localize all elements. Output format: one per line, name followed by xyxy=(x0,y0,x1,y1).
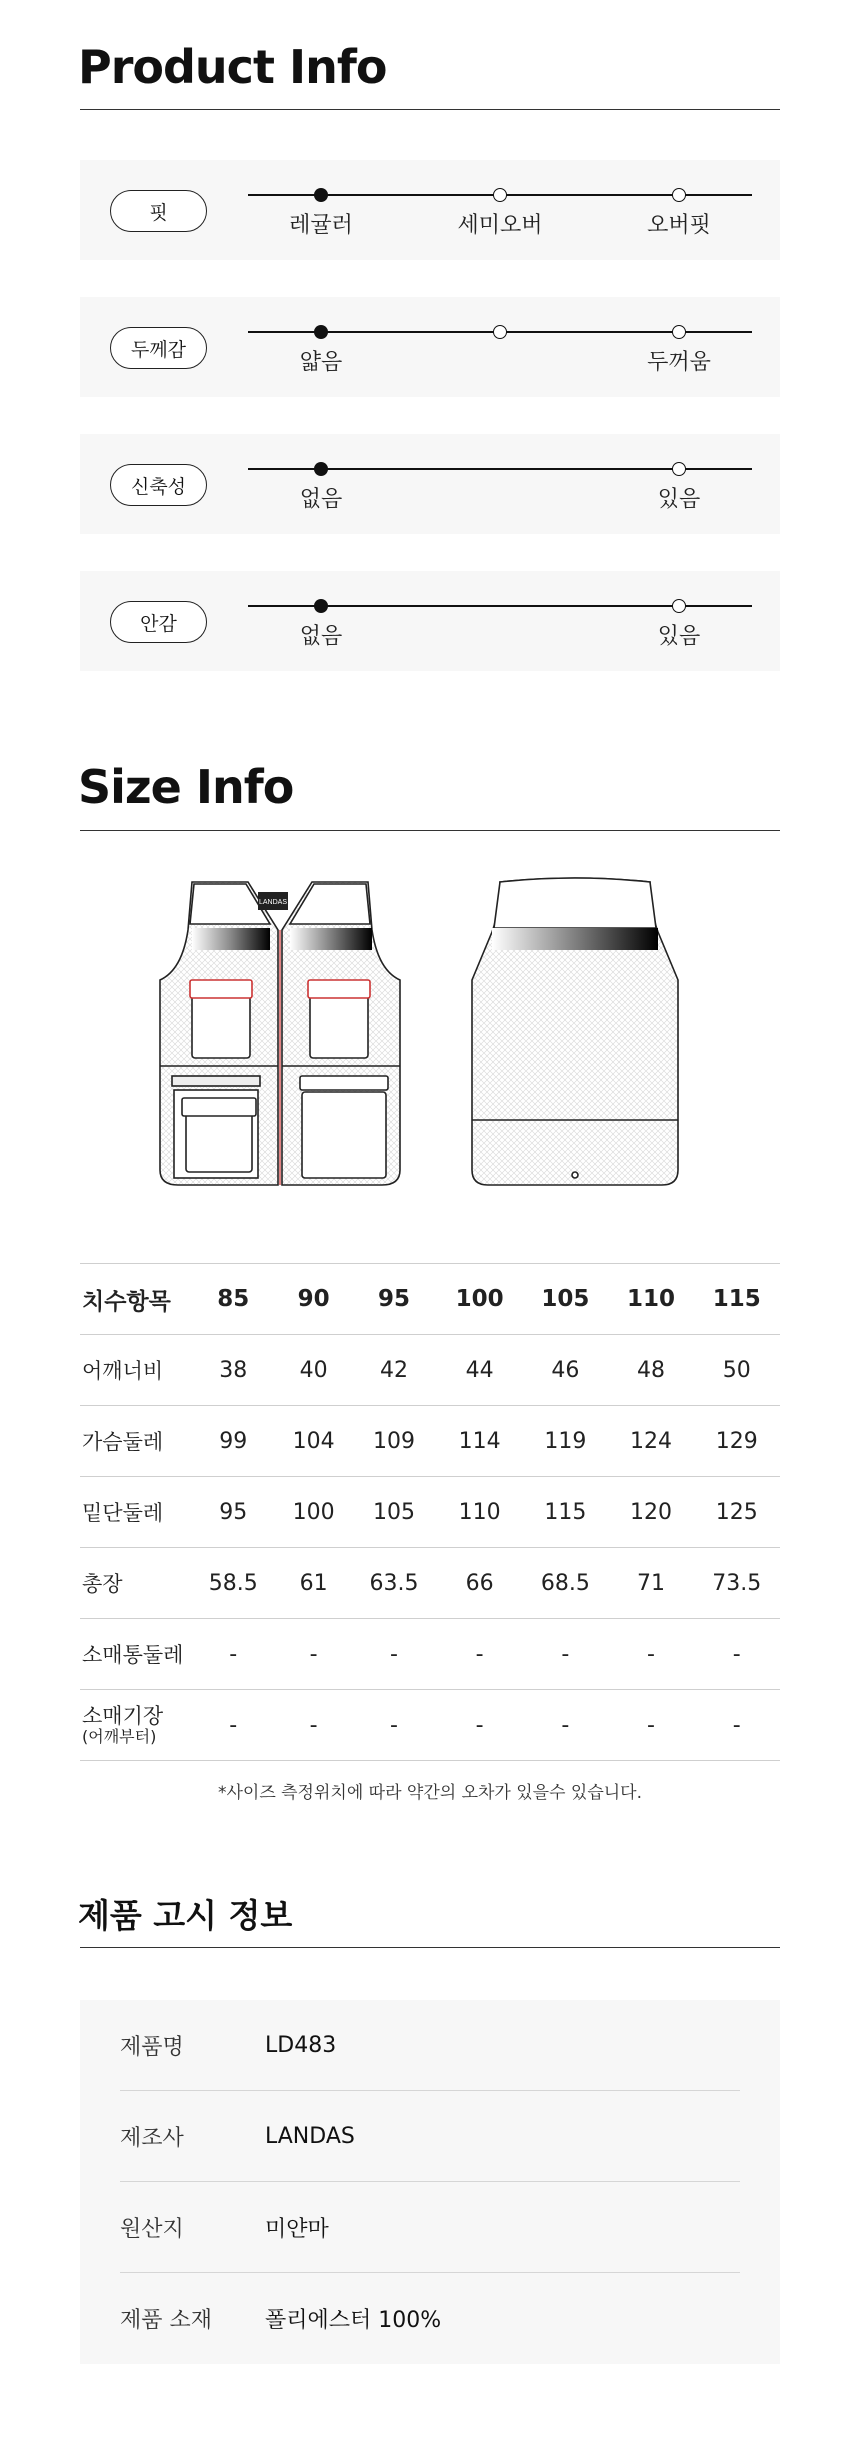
table-cell: 63.5 xyxy=(351,1548,438,1619)
table-header-label: 치수항목 xyxy=(80,1264,190,1335)
table-header-row xyxy=(80,1264,780,1335)
table-cell: 99 xyxy=(190,1406,277,1477)
size-header: 100 xyxy=(437,1264,522,1335)
table-cell: 38 xyxy=(190,1335,277,1406)
vest-illustration xyxy=(130,870,740,1200)
table-cell: 110 xyxy=(437,1477,522,1548)
table-cell: 46 xyxy=(522,1335,609,1406)
size-table xyxy=(80,1263,780,1761)
size-header: 85 xyxy=(190,1264,277,1335)
notice-row xyxy=(120,2273,740,2364)
size-header: 115 xyxy=(693,1264,780,1335)
row-label: 밑단둘레 xyxy=(80,1477,190,1548)
attribute-label: 안감 xyxy=(110,601,207,643)
table-row xyxy=(80,1690,780,1761)
attribute-label: 두께감 xyxy=(110,327,207,369)
size-info-rule xyxy=(80,830,780,831)
table-cell: - xyxy=(522,1690,609,1761)
table-cell: 95 xyxy=(190,1477,277,1548)
table-cell: - xyxy=(609,1690,694,1761)
option-dot-selected xyxy=(314,188,328,202)
table-cell: 50 xyxy=(693,1335,780,1406)
notice-value: LANDAS xyxy=(265,2123,355,2149)
table-cell: 48 xyxy=(609,1335,694,1406)
option-label: 있음 xyxy=(657,487,701,512)
attribute-label: 신축성 xyxy=(110,464,207,506)
table-cell: 120 xyxy=(609,1477,694,1548)
table-cell: 44 xyxy=(437,1335,522,1406)
table-cell: 115 xyxy=(522,1477,609,1548)
size-note: *사이즈 측정위치에 따라 약간의 오차가 있을수 있습니다. xyxy=(217,1783,643,1803)
size-header: 95 xyxy=(351,1264,438,1335)
table-cell: - xyxy=(277,1619,351,1690)
table-cell: 68.5 xyxy=(522,1548,609,1619)
notice-row xyxy=(120,2182,740,2273)
table-cell: - xyxy=(351,1690,438,1761)
vest-back-icon xyxy=(472,878,678,1185)
table-cell: 40 xyxy=(277,1335,351,1406)
table-row xyxy=(80,1335,780,1406)
option-dot xyxy=(493,325,507,339)
option-label: 있음 xyxy=(657,624,701,649)
size-info-title: Size Info xyxy=(78,760,294,814)
attribute-card-fit xyxy=(80,160,780,260)
row-label: 가슴둘레 xyxy=(80,1406,190,1477)
option-dot-selected xyxy=(314,462,328,476)
size-header: 90 xyxy=(277,1264,351,1335)
table-cell: 125 xyxy=(693,1477,780,1548)
notice-value: 폴리에스터 100% xyxy=(265,2308,442,2333)
table-cell: 119 xyxy=(522,1406,609,1477)
option-label: 두꺼움 xyxy=(647,350,711,375)
table-cell: 71 xyxy=(609,1548,694,1619)
table-row xyxy=(80,1548,780,1619)
product-info-rule xyxy=(80,109,780,110)
notice-key: 제품명 xyxy=(120,2034,184,2060)
notice-row xyxy=(120,2000,740,2091)
vest-front-icon xyxy=(160,882,400,1185)
row-label: 어깨너비 xyxy=(80,1335,190,1406)
attribute-label: 핏 xyxy=(110,190,207,232)
table-cell: 66 xyxy=(437,1548,522,1619)
notice-rule xyxy=(80,1947,780,1948)
option-label: 레귤러 xyxy=(289,213,353,238)
option-dot-selected xyxy=(314,599,328,613)
size-header: 105 xyxy=(522,1264,609,1335)
option-dot xyxy=(672,599,686,613)
table-cell: - xyxy=(437,1619,522,1690)
attribute-card-thickness xyxy=(80,297,780,397)
notice-key: 제품 소재 xyxy=(120,2308,213,2333)
table-cell: 109 xyxy=(351,1406,438,1477)
table-cell: 61 xyxy=(277,1548,351,1619)
notice-box xyxy=(80,2000,780,2364)
table-cell: 105 xyxy=(351,1477,438,1548)
option-dot xyxy=(672,325,686,339)
option-label: 없음 xyxy=(299,624,343,649)
product-info-title: Product Info xyxy=(78,40,387,94)
notice-title: 제품 고시 정보 xyxy=(78,1896,293,1935)
attribute-card-stretch xyxy=(80,434,780,534)
notice-value: LD483 xyxy=(265,2032,337,2058)
row-label: 총장 xyxy=(80,1548,190,1619)
table-cell: 58.5 xyxy=(190,1548,277,1619)
notice-key: 원산지 xyxy=(120,2216,184,2242)
notice-key: 제조사 xyxy=(120,2125,184,2151)
option-dot-selected xyxy=(314,325,328,339)
table-cell: 100 xyxy=(277,1477,351,1548)
table-cell: - xyxy=(437,1690,522,1761)
size-header: 110 xyxy=(609,1264,694,1335)
option-label: 오버핏 xyxy=(647,213,711,238)
table-cell: 129 xyxy=(693,1406,780,1477)
table-cell: - xyxy=(522,1619,609,1690)
table-cell: - xyxy=(693,1619,780,1690)
table-cell: - xyxy=(190,1690,277,1761)
option-dot xyxy=(672,462,686,476)
table-cell: - xyxy=(277,1690,351,1761)
table-row xyxy=(80,1619,780,1690)
row-label-sub: (어깨부터) xyxy=(82,1727,157,1746)
table-cell: 104 xyxy=(277,1406,351,1477)
option-dot xyxy=(672,188,686,202)
table-cell: 73.5 xyxy=(693,1548,780,1619)
attribute-card-lining xyxy=(80,571,780,671)
table-row xyxy=(80,1406,780,1477)
table-cell: 124 xyxy=(609,1406,694,1477)
option-label: 얇음 xyxy=(299,350,343,375)
table-cell: - xyxy=(609,1619,694,1690)
notice-value: 미얀마 xyxy=(265,2216,329,2242)
table-row xyxy=(80,1477,780,1548)
row-label xyxy=(80,1690,190,1761)
table-cell: 42 xyxy=(351,1335,438,1406)
row-label-main: 소매기장 xyxy=(82,1704,164,1728)
table-cell: 114 xyxy=(437,1406,522,1477)
notice-row xyxy=(120,2091,740,2182)
table-cell: - xyxy=(693,1690,780,1761)
option-label: 세미오버 xyxy=(457,213,543,238)
row-label: 소매통둘레 xyxy=(80,1619,190,1690)
option-label: 없음 xyxy=(299,487,343,512)
option-dot xyxy=(493,188,507,202)
table-cell: - xyxy=(351,1619,438,1690)
table-cell: - xyxy=(190,1619,277,1690)
vest-brand-text: LANDAS xyxy=(258,899,288,906)
